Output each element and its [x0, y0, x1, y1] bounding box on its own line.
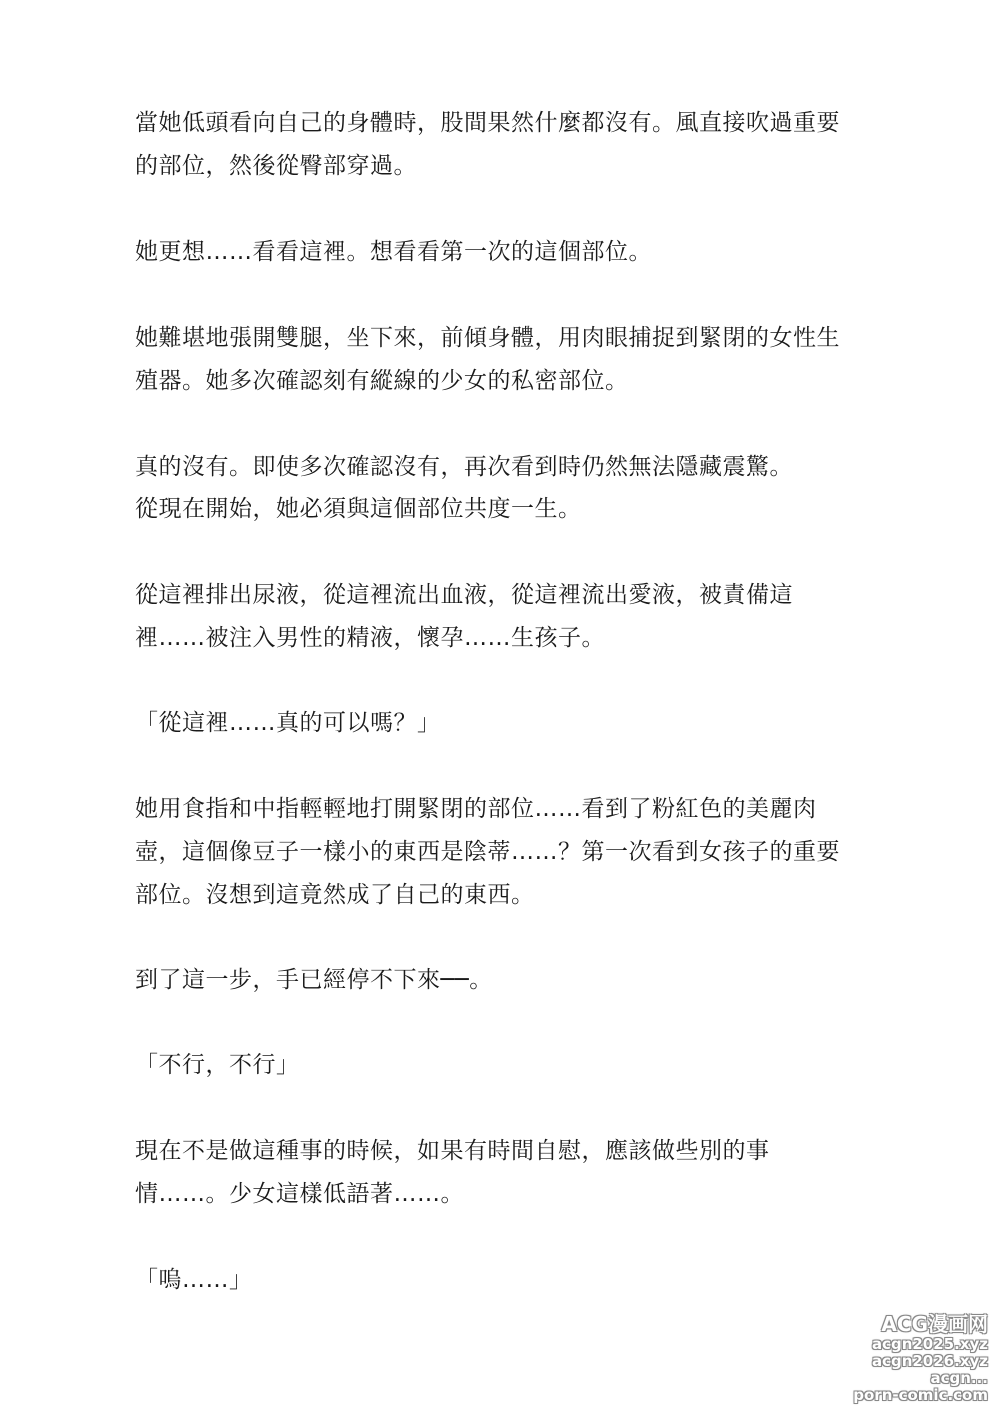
dialogue-line: 「從這裡……真的可以嗎？」	[135, 710, 441, 736]
site-watermark	[838, 1312, 988, 1404]
text-line: 從現在開始，她必須與這個部位共度一生。	[135, 496, 582, 522]
dialogue-line: 「不行，不行」	[135, 1052, 300, 1078]
watermark-url: porn-comic.com	[853, 1386, 988, 1404]
text-line: 她用食指和中指輕輕地打開緊閉的部位……看到了粉紅色的美麗肉	[135, 796, 817, 822]
text-line: 真的沒有。即使多次確認沒有，再次看到時仍然無法隱藏震驚。	[135, 454, 793, 480]
text-line: 現在不是做這種事的時候，如果有時間自慰，應該做些別的事	[135, 1138, 770, 1164]
dialogue-line: 「嗚……」	[135, 1267, 253, 1293]
text-line: 殖器。她多次確認刻有縱線的少女的私密部位。	[135, 368, 629, 394]
text-line: 她難堪地張開雙腿，坐下來，前傾身體，用肉眼捕捉到緊閉的女性生	[135, 325, 840, 351]
text-line: 的部位，然後從臀部穿過。	[135, 153, 417, 179]
text-line: 裡……被注入男性的精液，懷孕……生孩子。	[135, 625, 605, 651]
text-line: 壺，這個像豆子一樣小的東西是陰蒂……？第一次看到女孩子的重要	[135, 839, 840, 865]
text-line: 部位。沒想到這竟然成了自己的東西。	[135, 882, 535, 908]
text-line: 當她低頭看向自己的身體時，股間果然什麼都沒有。風直接吹過重要	[135, 110, 840, 136]
text-line: 她更想……看看這裡。想看看第一次的這個部位。	[135, 239, 652, 265]
watermark-url: acgn2026.xyz	[871, 1352, 988, 1370]
watermark-url: acgn...	[930, 1369, 988, 1387]
watermark-title: ACG漫画网	[881, 1312, 988, 1336]
text-line: 從這裡排出尿液，從這裡流出血液，從這裡流出愛液，被責備這	[135, 582, 793, 608]
text-line: 情……。少女這樣低語著……。	[135, 1181, 464, 1207]
text-line: 到了這一步，手已經停不下來──。	[135, 967, 493, 993]
watermark-url: acgn2025.xyz	[871, 1335, 988, 1353]
